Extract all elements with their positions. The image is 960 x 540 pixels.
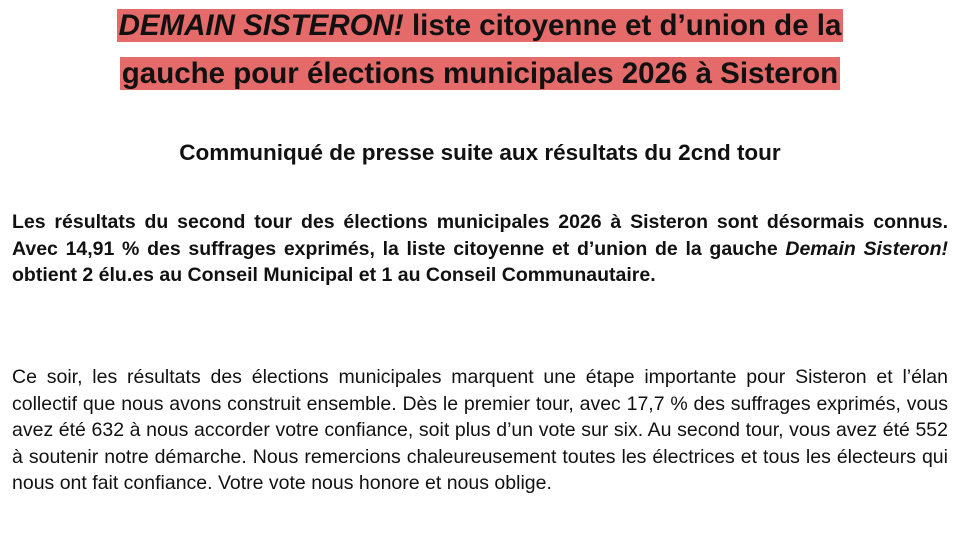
title-list-name: DEMAIN SISTERON! (118, 9, 404, 42)
thanks-paragraph: Ce soir, les résultats des élections municipales marquent une étape importante pour Sisteron et l’élan collectif que nous avons construit ensemble. Dès le premier tour, avec 17,7 % des suffrages exprimés, vous avez été 632 à nous accorder votre confiance, soit plus d’un vote sur six. Au second tour, vous avez été 552 à soutenir notre démarche. Nous remercions chaleureusement toutes les électrices et tous les électeurs qui nous ont fait confiance. Votre vote nous honore et nous oblige. (12, 366, 948, 494)
title-line-2: gauche pour élections municipales 2026 à Sisteron (121, 57, 839, 90)
title-line-1 (117, 9, 844, 42)
document-title (0, 2, 960, 98)
results-paragraph-part-2: obtient 2 élu.es au Conseil Municipal et 1 au Conseil Communautaire. (12, 264, 656, 286)
results-paragraph-part-1: Les résultats du second tour des élections municipales 2026 à Sisteron sont désormais connus. Avec 14,91 % des suffrages exprimés, la liste citoyenne et d’union de la gauche (12, 211, 948, 260)
results-paragraph-list-name: Demain Sisteron! (785, 237, 948, 260)
press-release-subtitle: Communiqué de presse suite aux résultats du 2cnd tour (179, 140, 781, 165)
title-line-1-rest: liste citoyenne et d’union de la (403, 9, 842, 42)
results-paragraph (12, 209, 948, 289)
